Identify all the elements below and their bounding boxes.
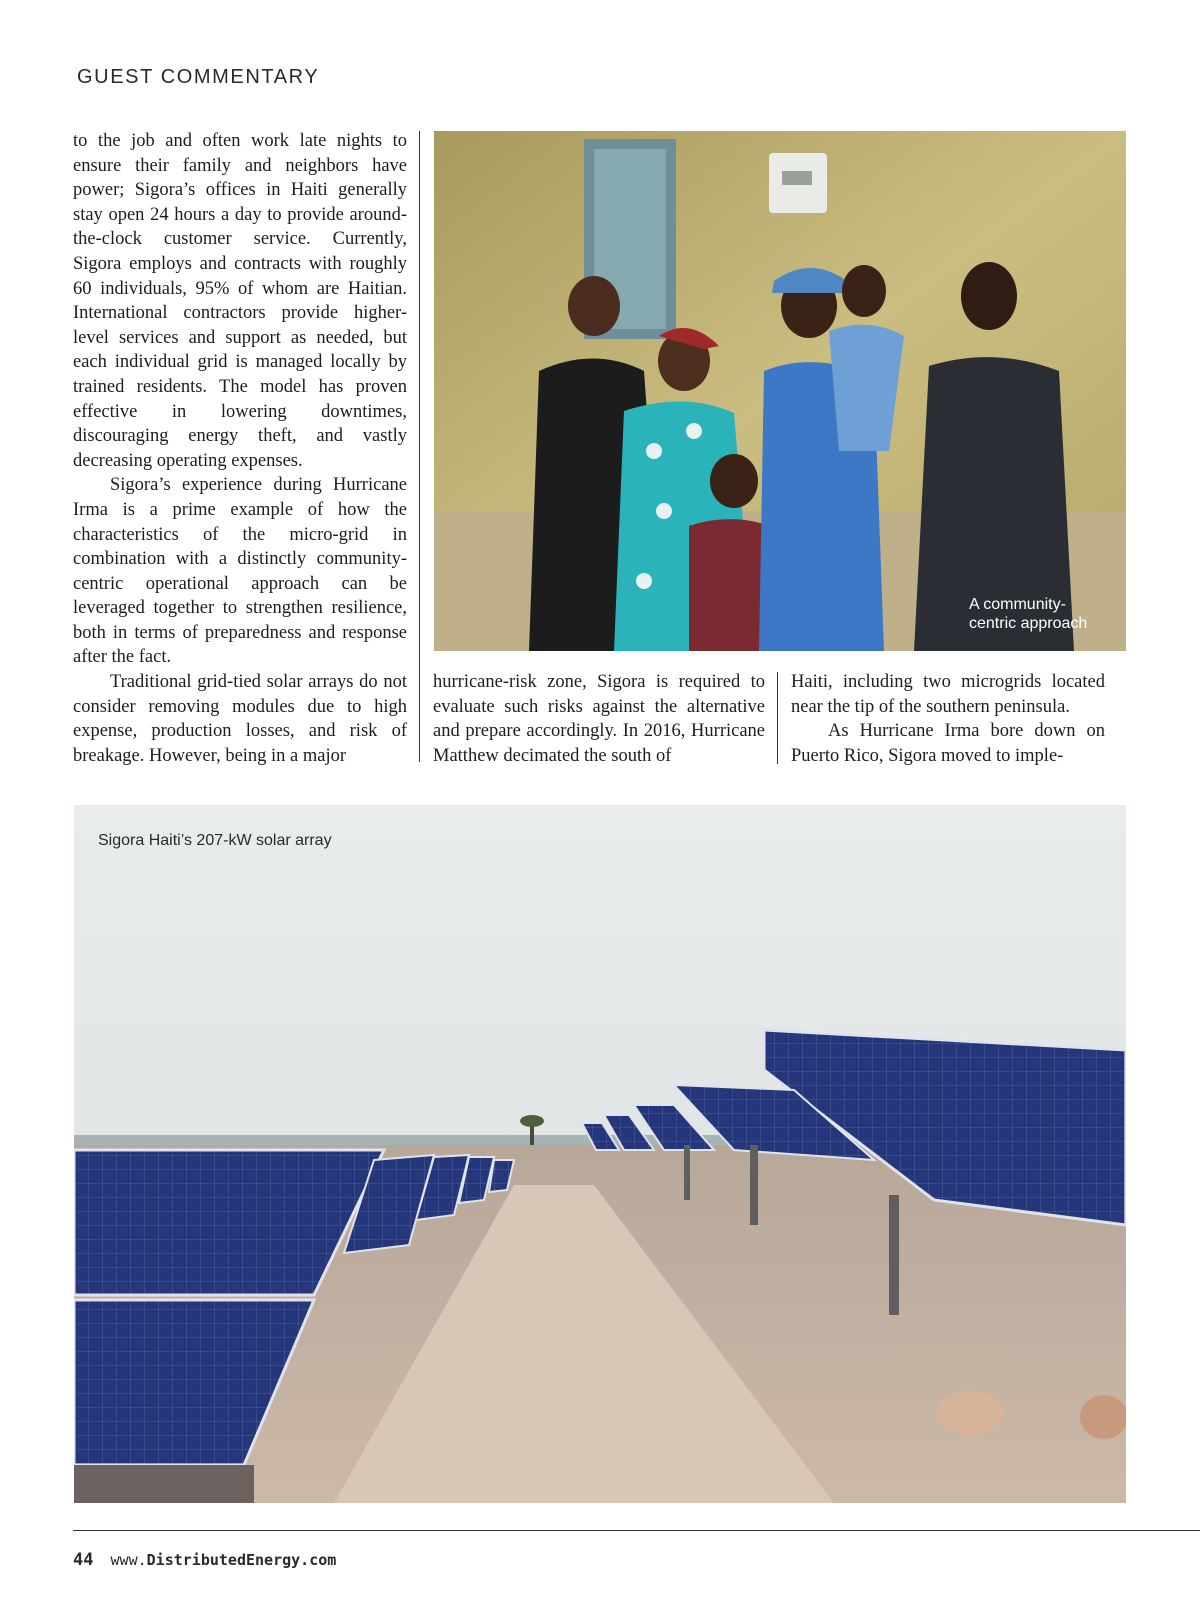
article-column-1 [73,129,407,768]
url-prefix: www. [110,1551,147,1569]
community-photo [434,131,1126,651]
url-suffix: .com [300,1551,337,1569]
article-column-3 [791,670,1105,768]
paragraph: hurricane-risk zone, Sigora is required to evaluate such risks against the alternative and prepare accordingly. In 2016, Hurricane Matthew decimated the south of [433,672,765,766]
paragraph: Sigora’s experience during Hurricane Irma is a prime example of how the characteristics of the micro-grid in combination with a distinctly community-centric operational approach can be leveraged together to strengthen resilience, both in terms of preparedness and response after the fact. [73,475,407,668]
community-photo-caption: A community-centric approach [969,596,1088,632]
paragraph: Haiti, including two microgrids located near the tip of the southern peninsula. [791,672,1105,717]
paragraph: to the job and often work late nights to ensure their family and neighbors have power; Sigora’s offices in Haiti generally stay open 24 hours a day to provide around-the-clock customer service. Currently, Sigora employs and contracts with roughly 60 individuals, 95% of whom are Haitian. International contractors provide higher-level services and support as needed, but each individual grid is managed locally by trained residents. The model has proven effective in lowering downtimes, discouraging energy theft, and vastly decreasing operating expenses. [73,131,407,471]
solar-array-illustration [74,805,1126,1503]
website-url [111,1551,337,1569]
page-number: 44 [73,1550,94,1570]
section-label: GUEST COMMENTARY [77,66,320,88]
column-divider [419,131,420,762]
footer-divider [73,1530,1200,1531]
community-photo-illustration [434,131,1126,651]
page-footer [73,1550,336,1570]
url-name: DistributedEnergy [146,1551,301,1569]
paragraph: As Hurricane Irma bore down on Puerto Rico, Sigora moved to imple- [791,721,1105,766]
column-divider [777,672,778,764]
article-column-2 [433,670,765,768]
solar-array-photo [74,805,1126,1503]
paragraph: Traditional grid-tied solar arrays do not consider removing modules due to high expense, production losses, and risk of breakage. However, being in a major [73,672,407,766]
solar-array-caption: Sigora Haiti’s 207-kW solar array [98,832,332,849]
